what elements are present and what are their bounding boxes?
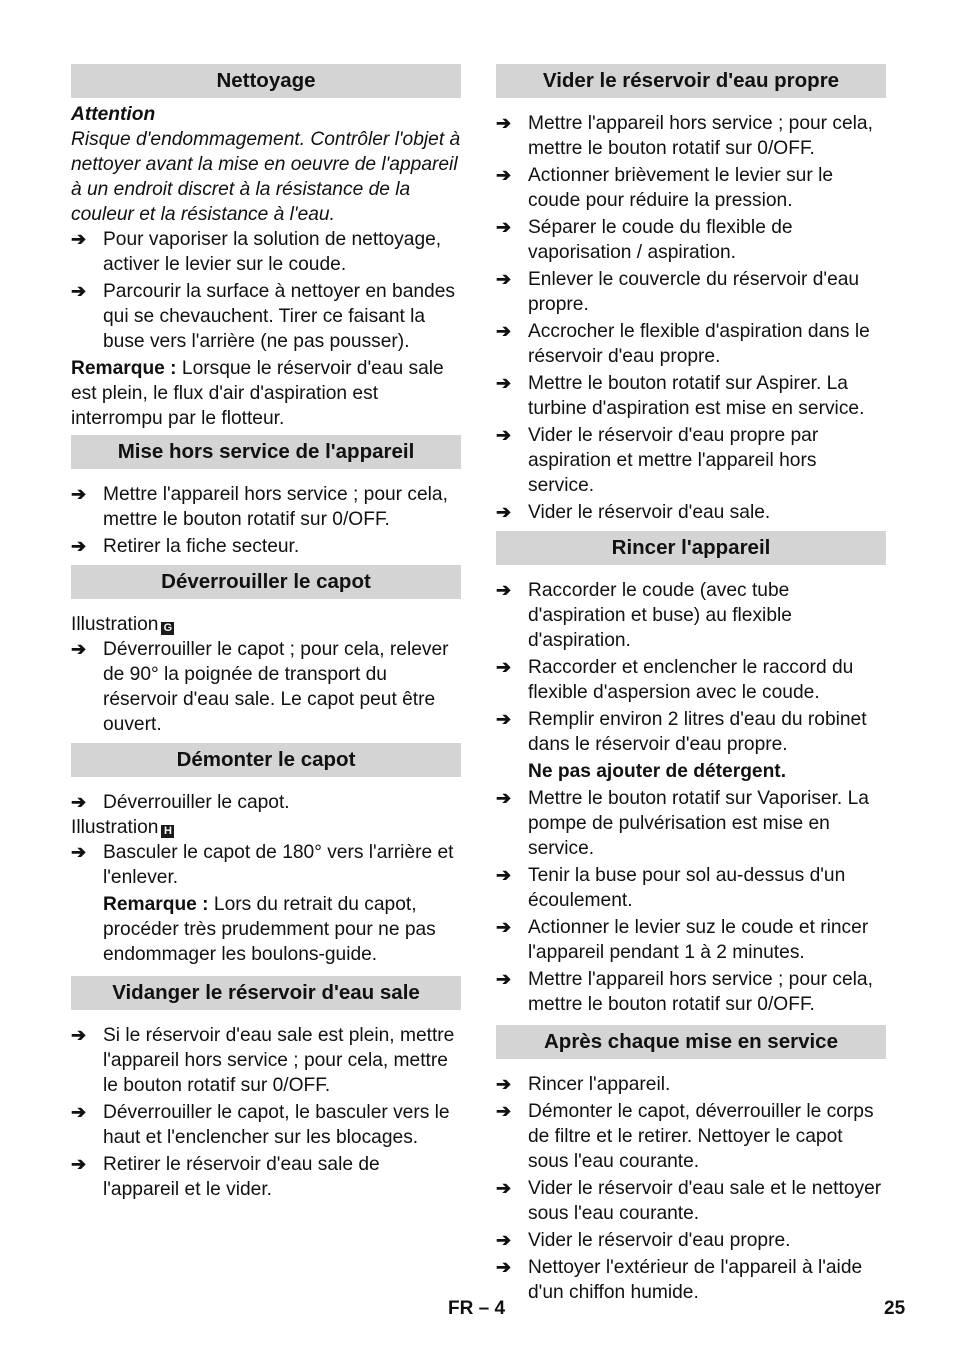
arrow-right-icon: ➔ <box>496 657 512 677</box>
list-item: ➔ Déverrouiller le capot. <box>71 792 290 813</box>
attention-text: Risque d'endommagement. Contrôler l'objet à nettoyer avant la mise en oeuvre de l'appareil à un endroit discret à la résistance de la couleur et la résistance à l'eau. <box>71 129 461 225</box>
arrow-right-icon: ➔ <box>496 580 512 600</box>
arrow-right-icon: ➔ <box>496 373 512 393</box>
section-heading-mise-hors-service: Mise hors service de l'appareil <box>71 435 461 469</box>
list-item: ➔ Retirer la fiche secteur. <box>71 536 300 557</box>
right-column <box>496 64 886 1307</box>
list-item: ➔ Retirer le réservoir d'eau sale de l'appareil et le vider. <box>71 1154 380 1200</box>
list-item: ➔ Rincer l'appareil. <box>496 1074 671 1095</box>
list-item: ➔ Accrocher le flexible d'aspiration dans le réservoir d'eau propre. <box>496 321 870 367</box>
arrow-right-icon: ➔ <box>496 1101 512 1121</box>
arrow-right-icon: ➔ <box>496 425 512 445</box>
list-item: ➔ Vider le réservoir d'eau propre par aspiration et mettre l'appareil hors service. <box>496 425 819 496</box>
arrow-right-icon: ➔ <box>496 1257 512 1277</box>
section-heading-apres: Après chaque mise en service <box>496 1025 886 1059</box>
arrow-right-icon: ➔ <box>496 1178 512 1198</box>
arrow-right-icon: ➔ <box>71 842 87 862</box>
arrow-right-icon: ➔ <box>71 281 87 301</box>
arrow-right-icon: ➔ <box>71 484 87 504</box>
list-item: ➔ Démonter le capot, déverrouiller le corps de filtre et le retirer. Nettoyer le capot sous l'eau courante. <box>496 1101 874 1172</box>
arrow-right-icon: ➔ <box>496 1074 512 1094</box>
list-item: ➔ Vider le réservoir d'eau propre. <box>496 1230 791 1251</box>
arrow-right-icon: ➔ <box>496 217 512 237</box>
arrow-right-icon: ➔ <box>496 865 512 885</box>
illustration-ref: Illustration H <box>71 815 461 840</box>
list-item: ➔ Pour vaporiser la solution de nettoyage, activer le levier sur le coude. <box>71 229 442 275</box>
arrow-right-icon: ➔ <box>496 917 512 937</box>
arrow-right-icon: ➔ <box>496 969 512 989</box>
arrow-right-icon: ➔ <box>71 229 87 249</box>
arrow-right-icon: ➔ <box>71 1154 87 1174</box>
left-column <box>71 64 461 1204</box>
arrow-right-icon: ➔ <box>71 536 87 556</box>
list-item: ➔ Basculer le capot de 180° vers l'arrière et l'enlever. <box>71 842 454 888</box>
list-item: ➔ Déverrouiller le capot, le basculer vers le haut et l'enclencher sur les blocages. <box>71 1102 450 1148</box>
list-item: ➔ Actionner brièvement le levier sur le coude pour réduire la pression. <box>496 165 834 211</box>
note-paragraph: Remarque : Lorsque le réservoir d'eau sale est plein, le flux d'air d'aspiration est interrompu par le flotteur. <box>71 358 444 429</box>
arrow-right-icon: ➔ <box>496 321 512 341</box>
section-heading-demonter: Démonter le capot <box>71 743 461 777</box>
arrow-right-icon: ➔ <box>71 1025 87 1045</box>
illustration-g-icon: G <box>161 622 174 635</box>
arrow-right-icon: ➔ <box>71 792 87 812</box>
list-item: ➔ Mettre le bouton rotatif sur Vaporiser. La pompe de pulvérisation est mise en service. <box>496 788 869 859</box>
page-number: 25 <box>884 1298 906 1319</box>
footer-section-label: FR – 4 <box>448 1298 506 1319</box>
arrow-right-icon: ➔ <box>496 709 512 729</box>
arrow-right-icon: ➔ <box>71 1102 87 1122</box>
arrow-right-icon: ➔ <box>496 1230 512 1250</box>
illustration-h-icon: H <box>161 825 174 838</box>
list-item: ➔ Mettre le bouton rotatif sur Aspirer. La turbine d'aspiration est mise en service. <box>496 373 865 419</box>
section-heading-vidanger: Vidanger le réservoir d'eau sale <box>71 976 461 1010</box>
list-item: ➔ Enlever le couvercle du réservoir d'eau propre. <box>496 269 860 315</box>
list-item: ➔ Raccorder le coude (avec tube d'aspiration et buse) au flexible d'aspiration. <box>496 580 792 651</box>
list-item: ➔ Séparer le coude du flexible de vaporisation / aspiration. <box>496 217 793 263</box>
list-item: ➔ Déverrouiller le capot ; pour cela, relever de 90° la poignée de transport du réservoir d'eau sale. Le capot peut être ouvert. <box>71 639 449 735</box>
list-item: ➔ Parcourir la surface à nettoyer en bandes qui se chevauchent. Tirer ce faisant la buse vers l'arrière (ne pas pousser). <box>71 281 455 352</box>
list-item: ➔ Nettoyer l'extérieur de l'appareil à l'aide d'un chiffon humide. <box>496 1257 863 1303</box>
arrow-right-icon: ➔ <box>496 502 512 522</box>
list-item: ➔ Si le réservoir d'eau sale est plein, mettre l'appareil hors service ; pour cela, mettre le bouton rotatif sur 0/OFF. <box>71 1025 455 1096</box>
list-item: ➔ Tenir la buse pour sol au-dessus d'un écoulement. <box>496 865 846 911</box>
arrow-right-icon: ➔ <box>496 788 512 808</box>
section-heading-deverrouiller: Déverrouiller le capot <box>71 565 461 599</box>
arrow-right-icon: ➔ <box>496 269 512 289</box>
section-heading-nettoyage: Nettoyage <box>71 64 461 98</box>
arrow-right-icon: ➔ <box>496 113 512 133</box>
list-item: ➔ Raccorder et enclencher le raccord du flexible d'aspersion avec le coude. <box>496 657 854 703</box>
illustration-ref: Illustration G <box>71 612 461 637</box>
arrow-right-icon: ➔ <box>71 639 87 659</box>
list-item: ➔ Mettre l'appareil hors service ; pour cela, mettre le bouton rotatif sur 0/OFF. <box>496 969 873 1015</box>
note-paragraph: Remarque : Lors du retrait du capot, procéder très prudemment pour ne pas endommager les boulons-guide. <box>103 894 436 965</box>
arrow-right-icon: ➔ <box>496 165 512 185</box>
warning-note: Ne pas ajouter de détergent. <box>528 761 787 782</box>
list-item: ➔ Remplir environ 2 litres d'eau du robinet dans le réservoir d'eau propre. <box>496 709 867 755</box>
list-item: ➔ Actionner le levier suz le coude et rincer l'appareil pendant 1 à 2 minutes. <box>496 917 869 963</box>
list-item: ➔ Mettre l'appareil hors service ; pour cela, mettre le bouton rotatif sur 0/OFF. <box>496 113 873 159</box>
attention-label: Attention <box>71 104 156 125</box>
list-item: ➔ Vider le réservoir d'eau sale. <box>496 502 771 523</box>
list-item: ➔ Mettre l'appareil hors service ; pour cela, mettre le bouton rotatif sur 0/OFF. <box>71 484 448 530</box>
section-heading-vider-propre: Vider le réservoir d'eau propre <box>496 64 886 98</box>
list-item: ➔ Vider le réservoir d'eau sale et le nettoyer sous l'eau courante. <box>496 1178 882 1224</box>
section-heading-rincer: Rincer l'appareil <box>496 531 886 565</box>
